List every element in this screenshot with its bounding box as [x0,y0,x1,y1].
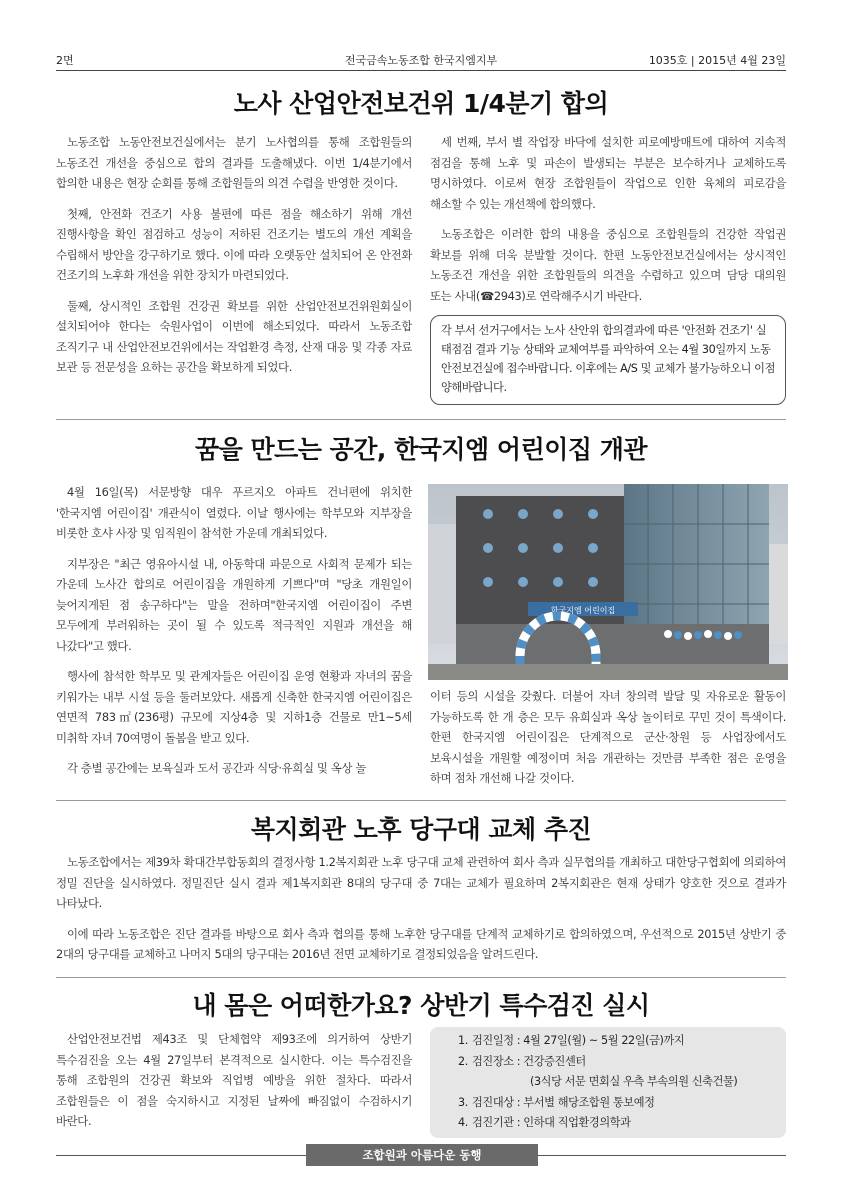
checkup-item [458,1113,774,1134]
checkup-item [458,1093,774,1114]
checkup-item-number: 4. [458,1116,468,1129]
checkup-info-box [430,1027,786,1138]
checkup-item-text: 검진장소 : 건강증진센터 [472,1054,586,1068]
checkup-item-text: 검진기관 : 인하대 직업환경의학과 [472,1116,631,1129]
article3-body [56,852,786,965]
checkup-item [458,1052,774,1073]
footer-slogan: 조합원과 아름다운 동행 [306,1144,538,1166]
section-divider [56,977,786,978]
article3-paragraph: 노동조합에서는 제39차 확대간부합동회의 결정사항 1.2복지회관 노후 당구대 교체 관련하여 회사 측과 실무협의를 개최하고 대한당구협회에 의뢰하여 정밀 진단을 실시하였다. 정밀진단 실시 결과 제1복지회관 8대의 당구대 중 7대는 교체가 필요하며 2복지회관은 현재 상태가 양호한 것으로 결과가 나타났다. [56,855,786,910]
checkup-item [458,1031,774,1052]
article3-title: 복지회관 노후 당구대 교체 추진 [250,815,592,844]
page-header [56,48,786,70]
checkup-item-text: (3식당 서문 면회실 우측 부속의원 신축건물) [530,1075,738,1088]
article2-left-column [56,482,412,779]
article2-paragraph: 지부장은 "최근 영유아시설 내, 아동학대 파문으로 사회적 문제가 되는 가운데 노사간 합의로 어린이집을 개원하게 기쁘다"며 "당초 개원일이 늦어지게된 점 송구하다"는 말을 전하며"한국지엠 어린이집이 주변 모두에게 부러워하는 곳이 될 수 있도록 적극적인 지원과 개선을 해 나갔다"고 했다. [56,556,412,653]
building-sign: 한국지엠 어린이집 [550,606,616,615]
section-divider [56,800,786,801]
article1-paragraph: 노동조합 노동안전보건실에서는 분기 노사협의를 통해 조합원들의 노동조건 개선을 중심으로 합의 결과를 도출해냈다. 이번 1/4분기에서 합의한 내용은 현장 순회를 통해 조합원들의 의견 수렴을 반영한 것이다. [56,135,412,190]
article1-left-column [56,132,412,378]
checkup-item-number: 3. [458,1095,468,1109]
article4-body [56,1029,412,1132]
article2-paragraph: 각 층별 공간에는 보육실과 도서 공간과 식당·유희실 및 옥상 놀 [67,761,367,775]
article2-paragraph: 이터 등의 시설을 갖췄다. 더불어 자녀 창의력 발달 및 자유로운 활동이 가능하도록 한 개 층은 모두 유희실과 옥상 놀이터로 꾸민 것이 특색이다. 한편 한국지엠 어린이집은 단계적으로 군산·창원 등 사업장에서도 보육시설을 개원할 예정이며 처음 개관하는 것만큼 부족한 점은 운영을 하며 점차 개선해 나갈 것이다. [430,689,786,785]
header-divider [56,70,786,71]
article2-paragraph: 4월 16일(목) 서문방향 대우 푸르지오 아파트 건너편에 위치한 '한국지엠 어린이집' 개관식이 열렸다. 이날 행사에는 학부모와 지부장을 비롯한 호샤 사장 및 임직원이 참석한 가운데 개최되었다. [56,485,412,540]
article4-paragraph: 산업안전보건법 제43조 및 단체협약 제93조에 의거하여 상반기 특수검진을 오는 4월 27일부터 본격적으로 실시한다. 이는 특수검진을 통해 조합원의 건강권 확보와 직업병 예방을 위한 절차다. 따라서 조합원들은 이 점을 숙지하시고 지정된 날짜에 빠짐없이 수검하시기 바란다. [56,1032,412,1128]
article1-right-column [430,132,786,306]
section-divider [56,419,786,420]
article2-right-column [430,686,786,789]
notice-box: 각 부서 선거구에서는 노사 산안위 합의결과에 따른 '안전화 건조기' 실태점검 결과 기능 상태와 교체여부를 파악하여 오는 4월 30일까지 노동안전보건실에 접수바랍니다. 이후에는 A/S 및 교체가 불가능하오니 이점 양해바랍니다. [430,315,786,405]
daycare-building-photo [428,484,788,680]
article2-title: 꿈을 만드는 공간, 한국지엠 어린이집 개관 [194,435,648,464]
checkup-item-text: 검진일정 : 4월 27일(월) ~ 5월 22일(금)까지 [472,1034,685,1047]
issue-info: 1035호 | 2015년 4월 23일 [648,54,786,67]
article1-title: 노사 산업안전보건위 1/4분기 합의 [233,89,609,118]
article1-paragraph: 노동조합은 이러한 합의 내용을 중심으로 조합원들의 건강한 작업권 확보를 위해 더욱 분발할 것이다. 한편 노동안전보건실에서는 상시적인 노동조건 개선을 위한 조합원들의 의견을 수렴하고 있으며 담당 대의원 또는 사내(☎2943)로 연락해주시기 바란다. [430,227,786,303]
publisher-name: 전국금속노동조합 한국지엠지부 [344,54,498,67]
article4-title: 내 몸은 어떠한가요? 상반기 특수검진 실시 [192,991,650,1020]
checkup-item-number: 2. [458,1054,468,1068]
checkup-item-text: 검진대상 : 부서별 해당조합원 통보예정 [472,1095,655,1109]
article3-paragraph: 이에 따라 노동조합은 진단 결과를 바탕으로 회사 측과 협의를 통해 노후한 당구대를 단계적 교체하기로 합의하였으며, 우선적으로 2015년 상반기 중 2대의 당구대를 교체하고 나머지 5대의 당구대는 2016년 전면 교체하기로 결정되었음을 알려드린다. [56,926,786,961]
article1-paragraph: 둘째, 상시적인 조합원 건강권 확보를 위한 산업안전보건위원회실이 설치되어야 한다는 숙원사업이 이번에 해소되었다. 따라서 노동조합 조직기구 내 산업안전보건위에서는 작업환경 측정, 산재 대응 및 각종 자료 보관 등 전문성을 요하는 공간을 확보하게 되었다. [56,298,412,374]
checkup-item-detail [458,1072,774,1093]
article2-paragraph: 행사에 참석한 학부모 및 관계자들은 어린이집 운영 현황과 자녀의 꿈을 키워가는 내부 시설 등을 둘러보았다. 새롭게 신축한 한국지엠 어린이집은 연면적 783㎡(236평) 규모에 지상4층 및 지하1층 건물로 만1~5세 미취학 자녀 70여명이 돌봄을 받고 있다. [56,669,412,745]
page-number: 2면 [56,54,74,67]
checkup-item-number: 1. [458,1034,468,1047]
article1-paragraph: 세 번째, 부서 별 작업장 바닥에 설치한 피로예방매트에 대하여 지속적 점검을 통해 노후 및 파손이 발생되는 부분은 보수하거나 교체하도록 명시하였다. 이로써 현장 조합원들이 작업으로 인한 육체의 피로감을 해소할 수 있는 개선책에 합의했다. [430,135,786,211]
article1-paragraph: 첫째, 안전화 건조기 사용 불편에 따른 점을 해소하기 위해 개선 진행사항을 확인 점검하고 성능이 저하된 건조기는 별도의 개선 계획을 수립해서 방안을 강구하기로 했다. 이에 따라 오랫동안 설치되어 온 안전화 건조기의 노후화 개선을 위한 장치가 마련되었다. [56,206,412,282]
